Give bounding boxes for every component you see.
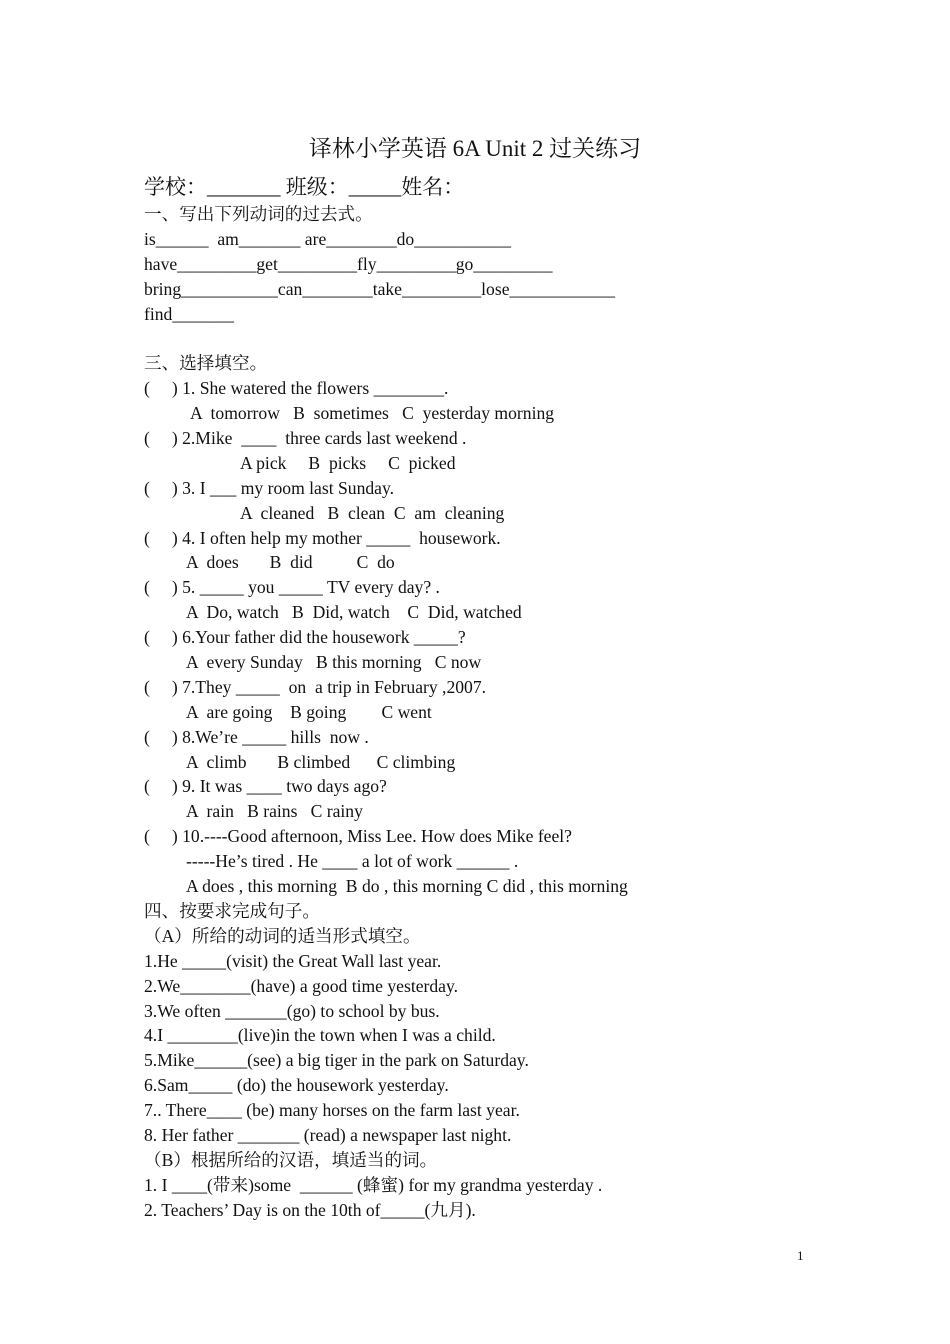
question-options: A every Sunday B this morning C now (186, 652, 482, 673)
question-options: A pick B picks C picked (240, 452, 456, 473)
question-stem: ( ) 9. It was ____ two days ago? (144, 776, 387, 797)
section-4-heading: 四、按要求完成句子。 (144, 900, 320, 921)
page-number: 1 (797, 1248, 804, 1263)
question-options: A rain B rains C rainy (186, 801, 363, 822)
fill-in-item: 6.Sam_____ (do) the housework yesterday. (144, 1075, 449, 1096)
question-stem: ( ) 1. She watered the flowers ________. (144, 378, 449, 399)
student-info-line: 学校：_______ 班级：_____姓名： (144, 175, 465, 199)
fill-in-item: 2. Teachers’ Day is on the 10th of_____(九月). (144, 1199, 476, 1220)
fill-in-item: 2.We________(have) a good time yesterday. (144, 975, 459, 996)
question-stem: ( ) 7.They _____ on a trip in February ,2007. (144, 676, 487, 697)
worksheet-body (144, 172, 844, 1223)
question-options: A does , this morning B do , this morning C did , this morning (186, 876, 628, 897)
question-stem: ( ) 6.Your father did the housework _____? (144, 627, 466, 648)
verb-row: is______ am_______ are________do___________ (144, 228, 511, 249)
question-options: A Do, watch B Did, watch C Did, watched (186, 602, 522, 623)
fill-in-item: 1.He _____(visit) the Great Wall last year. (144, 950, 442, 971)
part-b-heading: （B）根据所给的汉语，填适当的词。 (144, 1149, 438, 1170)
question-options: A are going B going C went (186, 701, 432, 722)
question-stem: ( ) 2.Mike ____ three cards last weekend . (144, 428, 467, 449)
page-title: 译林小学英语 6A Unit 2 过关练习 (308, 136, 642, 161)
section-3-heading: 三、选择填空。 (144, 353, 268, 374)
question-stem: ( ) 4. I often help my mother _____ housework. (144, 527, 501, 548)
fill-in-item: 4.I ________(live)in the town when I was a child. (144, 1025, 496, 1046)
question-options: A tomorrow B sometimes C yesterday morning (190, 403, 555, 424)
fill-in-item: 8. Her father _______ (read) a newspaper last night. (144, 1124, 512, 1145)
blank-line (144, 326, 844, 351)
question-options: A climb B climbed C climbing (186, 751, 456, 772)
question-stem: ( ) 8.We’re _____ hills now . (144, 726, 369, 747)
fill-in-item: 3.We often _______(go) to school by bus. (144, 1000, 440, 1021)
fill-in-item: 5.Mike______(see) a big tiger in the park on Saturday. (144, 1050, 529, 1071)
fill-in-item: 7.. There____ (be) many horses on the farm last year. (144, 1100, 520, 1121)
verb-row: bring___________can________take_________lose____________ (144, 278, 616, 299)
question-options: A does B did C do (186, 552, 395, 573)
question-stem: ( ) 10.----Good afternoon, Miss Lee. How does Mike feel? (144, 826, 572, 847)
part-a-heading: （A）所给的动词的适当形式填空。 (144, 925, 421, 946)
verb-row: have_________get_________fly_________go_________ (144, 253, 553, 274)
fill-in-item: 1. I ____(带来)some ______ (蜂蜜) for my grandma yesterday . (144, 1174, 603, 1195)
question-dialog: -----He’s tired . He ____ a lot of work ______ . (186, 851, 519, 872)
question-stem: ( ) 5. _____ you _____ TV every day? . (144, 577, 440, 598)
section-1-heading: 一、写出下列动词的过去式。 (144, 204, 373, 224)
question-stem: ( ) 3. I ___ my room last Sunday. (144, 477, 395, 498)
verb-row: find_______ (144, 303, 234, 324)
question-options: A cleaned B clean C am cleaning (240, 502, 505, 523)
